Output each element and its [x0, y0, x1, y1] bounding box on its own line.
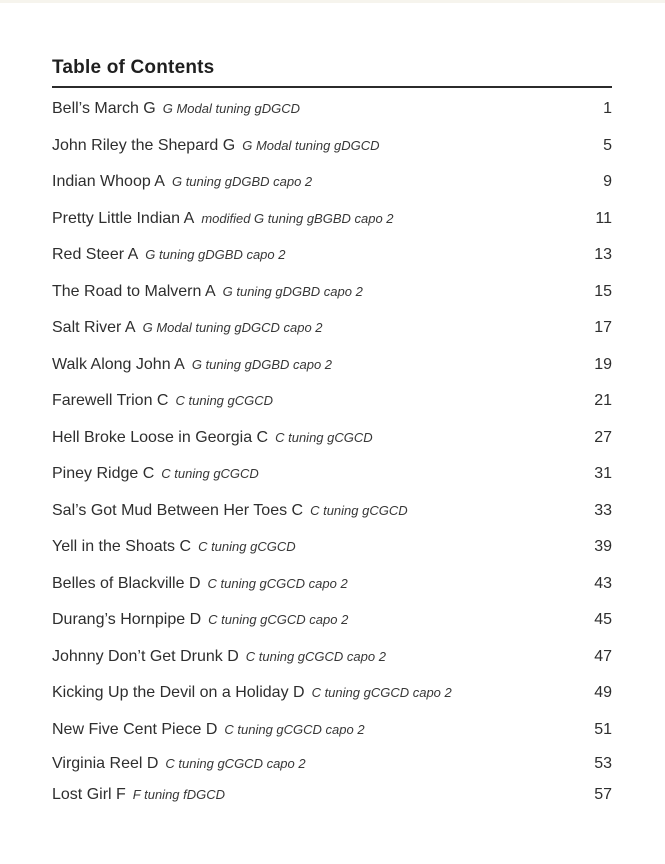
toc-entry-text	[52, 173, 312, 191]
toc-entry-tuning: C tuning gCGCD capo 2	[311, 685, 452, 701]
toc-entry-tuning: C tuning gCGCD	[175, 393, 274, 409]
toc-entry-tuning: C tuning gCGCD	[310, 502, 408, 518]
toc-entry-title: Belles of Blackville D	[52, 574, 201, 592]
toc-entry	[52, 566, 612, 603]
toc-entry-tuning: G tuning gDGBD capo 2	[222, 283, 363, 299]
toc-entry-text	[52, 786, 225, 804]
toc-entry	[52, 347, 612, 384]
toc-entry-page-number: 53	[594, 754, 612, 772]
toc-entry	[52, 779, 612, 810]
toc-entry-page-number: 21	[594, 392, 612, 410]
toc-entry-title: Pretty Little Indian A	[52, 209, 195, 227]
toc-entry-title: Walk Along John A	[52, 355, 185, 373]
toc-entry-page-number: 13	[594, 246, 612, 264]
toc-entry-title: Bell’s March G	[52, 100, 156, 118]
toc-entry	[52, 310, 612, 347]
toc-entry-text	[52, 137, 380, 155]
toc-entry-title: Sal’s Got Mud Between Her Toes C	[52, 501, 304, 519]
toc-entry-text	[52, 283, 363, 301]
toc-entry-text	[52, 538, 296, 556]
toc-entry-title: Johnny Don’t Get Drunk D	[52, 647, 239, 665]
toc-entry-page-number: 33	[594, 501, 612, 519]
toc-entry-tuning: C tuning gCGCD	[275, 429, 373, 445]
toc-entry-page-number: 19	[594, 355, 612, 373]
toc-entry-text	[52, 611, 348, 629]
toc-entry-text	[52, 319, 323, 337]
toc-entry-tuning: G tuning gDGBD capo 2	[145, 247, 286, 263]
toc-entry-text	[52, 648, 386, 666]
toc-entry	[52, 420, 612, 457]
toc-entry-page-number: 9	[603, 173, 612, 191]
toc-entry-text	[52, 100, 300, 118]
toc-entry-page-number: 17	[594, 319, 612, 337]
toc-entry-tuning: C tuning gCGCD capo 2	[207, 575, 348, 591]
toc-entry	[52, 493, 612, 530]
toc-entry-tuning: G tuning gDGBD capo 2	[171, 174, 313, 190]
toc-entry-page-number: 11	[595, 209, 612, 227]
toc-entry-title: Virginia Reel D	[52, 754, 159, 772]
toc-entry-page-number: 5	[603, 136, 612, 154]
toc-entry	[52, 201, 612, 238]
toc-entry	[52, 274, 612, 311]
toc-entry-page-number: 15	[594, 282, 612, 300]
toc-entry-page-number: 43	[594, 574, 612, 592]
toc-entry-text	[52, 356, 332, 374]
toc-entry	[52, 91, 612, 128]
toc-entry-title: John Riley the Shepard G	[52, 136, 236, 154]
toc-entry	[52, 639, 612, 676]
toc-entry-tuning: C tuning gCGCD capo 2	[245, 648, 386, 664]
toc-entry	[52, 237, 612, 274]
page-title: Table of Contents	[52, 55, 612, 88]
toc-entry	[52, 712, 612, 749]
toc-entry-page-number: 31	[594, 465, 612, 483]
toc-entry-title: Salt River A	[52, 319, 136, 337]
toc-entry-title: New Five Cent Piece D	[52, 720, 218, 738]
toc-entry	[52, 748, 612, 779]
toc-entry-page-number: 1	[603, 100, 612, 118]
toc-list	[52, 91, 612, 810]
toc-entry-text	[52, 429, 373, 447]
toc-entry	[52, 675, 612, 712]
toc-entry	[52, 383, 612, 420]
toc-page-content	[0, 3, 665, 810]
toc-entry	[52, 529, 612, 566]
toc-entry-page-number: 45	[594, 611, 612, 629]
toc-entry-text	[52, 210, 394, 228]
toc-entry-title: Yell in the Shoats C	[52, 538, 192, 556]
toc-entry	[52, 164, 612, 201]
toc-entry-title: Farewell Trion C	[52, 392, 169, 410]
toc-entry-page-number: 39	[594, 538, 612, 556]
toc-entry-title: Kicking Up the Devil on a Holiday D	[52, 684, 305, 702]
toc-entry-tuning: G Modal tuning gDGCD capo 2	[142, 320, 323, 336]
toc-entry-text	[52, 465, 259, 483]
toc-entry-tuning: C tuning gCGCD capo 2	[208, 612, 349, 628]
toc-entry-text	[52, 246, 285, 264]
toc-entry	[52, 602, 612, 639]
toc-entry-text	[52, 502, 408, 520]
toc-entry-text	[52, 721, 365, 739]
toc-entry-tuning: C tuning gCGCD capo 2	[224, 721, 365, 737]
toc-entry-page-number: 57	[594, 785, 612, 803]
toc-entry-text	[52, 755, 306, 773]
toc-entry-tuning: F tuning fDGCD	[132, 786, 226, 802]
toc-entry-title: Red Steer A	[52, 246, 139, 264]
toc-entry-tuning: C tuning gCGCD	[161, 466, 259, 482]
toc-entry-title: Lost Girl F	[52, 785, 126, 803]
toc-entry-title: Piney Ridge C	[52, 465, 155, 483]
toc-entry-page-number: 49	[594, 684, 612, 702]
toc-entry-tuning: G Modal tuning gDGCD	[242, 137, 380, 153]
toc-entry-tuning: G Modal tuning gDGCD	[162, 101, 301, 117]
toc-entry-title: Durang’s Hornpipe D	[52, 611, 202, 629]
toc-entry-page-number: 51	[594, 720, 612, 738]
toc-entry-text	[52, 392, 273, 410]
toc-entry-page-number: 27	[594, 428, 612, 446]
toc-entry	[52, 456, 612, 493]
toc-entry-title: Hell Broke Loose in Georgia C	[52, 428, 269, 446]
toc-entry-page-number: 47	[594, 647, 612, 665]
toc-entry-title: Indian Whoop A	[52, 173, 165, 191]
toc-entry-tuning: modified G tuning gBGBD capo 2	[201, 210, 394, 226]
toc-entry-tuning: C tuning gCGCD	[198, 539, 296, 555]
toc-entry-tuning: G tuning gDGBD capo 2	[191, 356, 333, 372]
toc-entry	[52, 128, 612, 165]
toc-entry-text	[52, 684, 452, 702]
toc-entry-text	[52, 575, 348, 593]
toc-entry-tuning: C tuning gCGCD capo 2	[165, 755, 306, 771]
toc-entry-title: The Road to Malvern A	[52, 282, 216, 300]
